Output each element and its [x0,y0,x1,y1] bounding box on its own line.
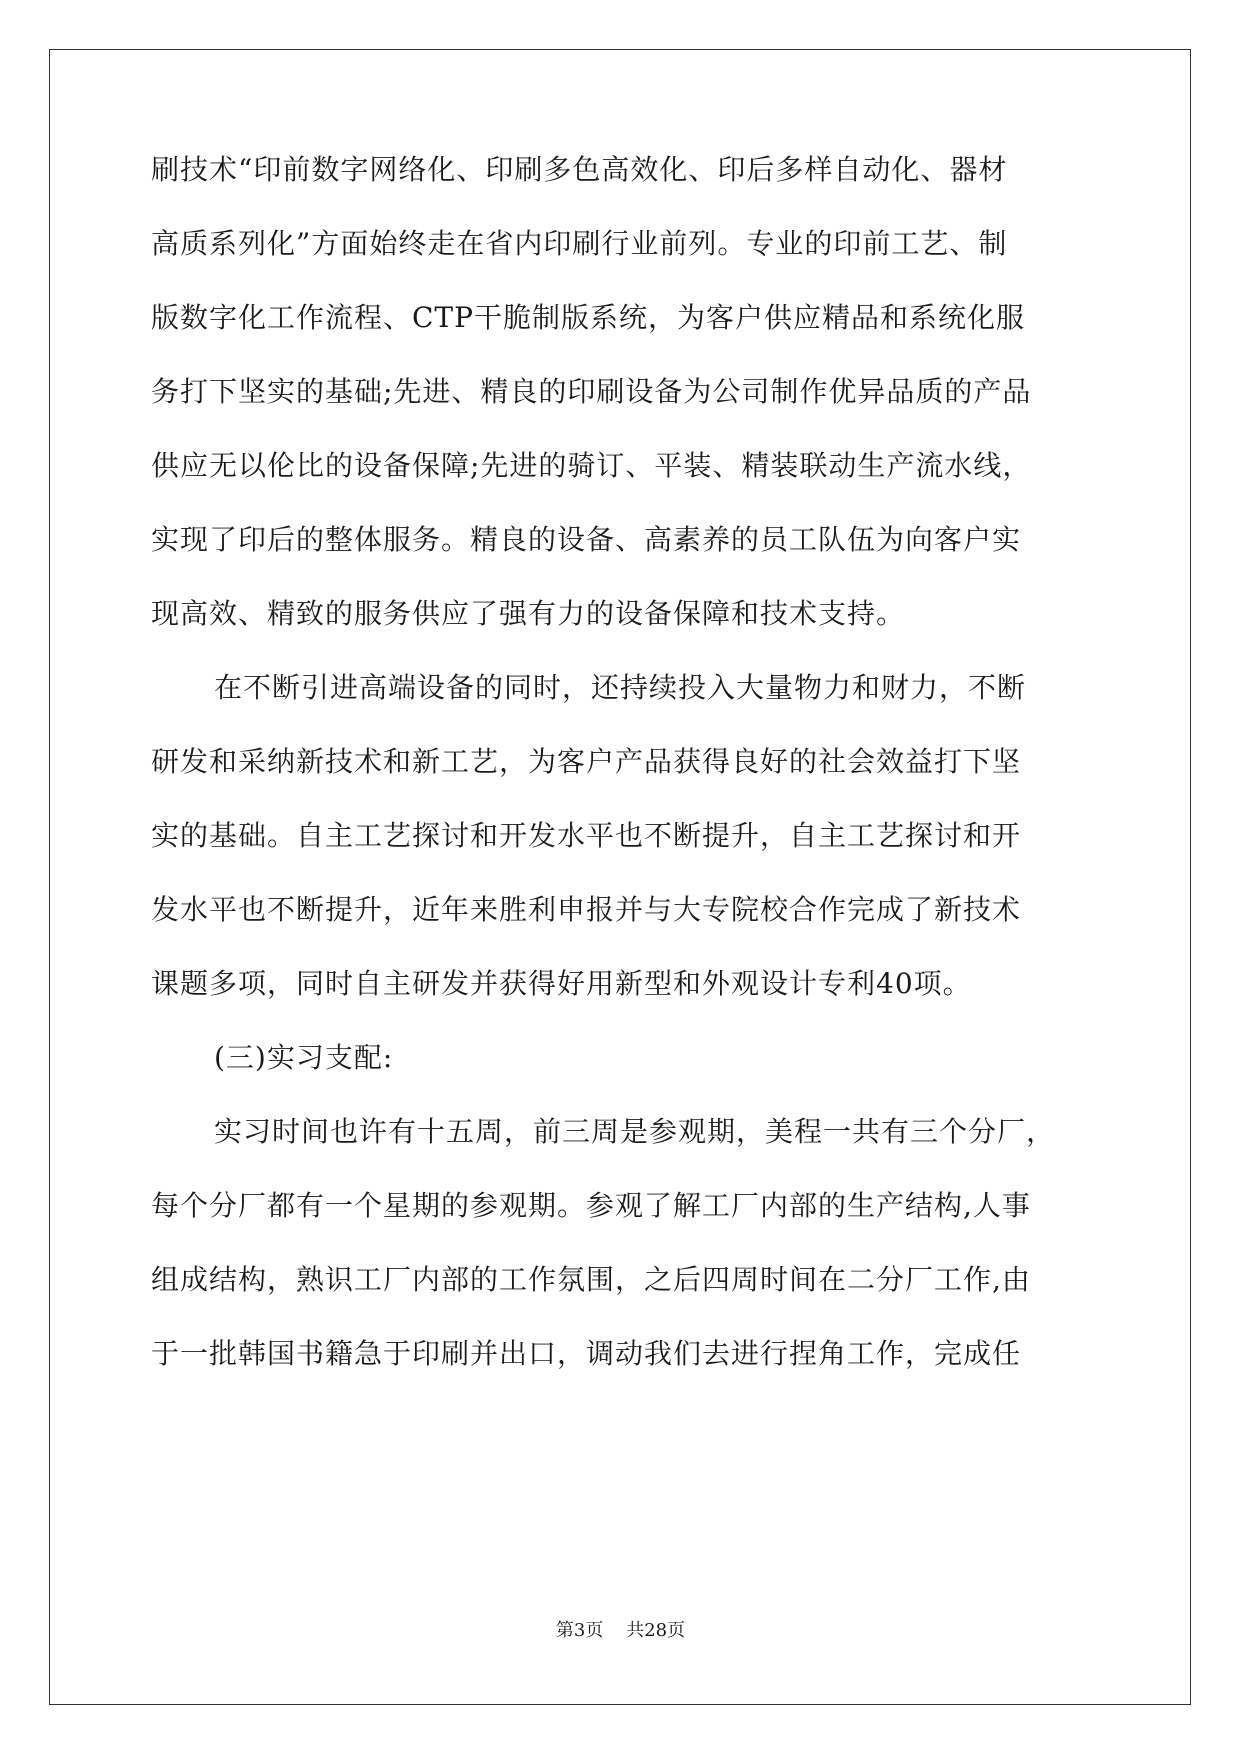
text-line: 刷技术“印前数字网络化、印刷多色高效化、印后多样自动化、器材 [151,153,1008,186]
text-line: 课题多项，同时自主研发并获得好用新型和外观设计专利40项。 [151,967,972,1000]
text-line: 供应无以伦比的设备保障;先进的骑订、平装、精装联动生产流水线， [151,449,1032,482]
section-heading: (三)实习支配: [214,1041,394,1074]
text-line: 现高效、精致的服务供应了强有力的设备保障和技术支持。 [151,597,906,630]
page-border [49,49,1191,1705]
text-line: 务打下坚实的基础;先进、精良的印刷设备为公司制作优异品质的产品 [151,375,1032,408]
text-line: 发水平也不断提升，近年来胜利申报并与大专院校合作完成了新技术 [151,893,1022,926]
text-line: 在不断引进高端设备的同时，还持续投入大量物力和财力，不断 [214,671,1027,704]
text-line: 实现了印后的整体服务。精良的设备、高素养的员工队伍为向客户实 [151,523,1022,556]
text-line: 版数字化工作流程、CTP干脆制版系统，为客户供应精品和系统化服 [151,301,1025,334]
text-line: 研发和采纳新技术和新工艺，为客户产品获得良好的社会效益打下坚 [151,745,1022,778]
text-line: 高质系列化”方面始终走在省内印刷行业前列。专业的印前工艺、制 [151,227,1008,260]
text-line: 实习时间也许有十五周，前三周是参观期，美程一共有三个分厂， [214,1115,1056,1148]
text-line: 实的基础。自主工艺探讨和开发水平也不断提升，自主工艺探讨和开 [151,819,1022,852]
text-line: 每个分厂都有一个星期的参观期。参观了解工厂内部的生产结构,人事 [151,1189,1031,1222]
page-number-footer: 第3页 共28页 [555,1620,686,1641]
text-line: 于一批韩国书籍急于印刷并出口，调动我们去进行捏角工作，完成任 [151,1337,1022,1370]
text-line: 组成结构，熟识工厂内部的工作氛围，之后四周时间在二分厂工作,由 [151,1263,1031,1296]
